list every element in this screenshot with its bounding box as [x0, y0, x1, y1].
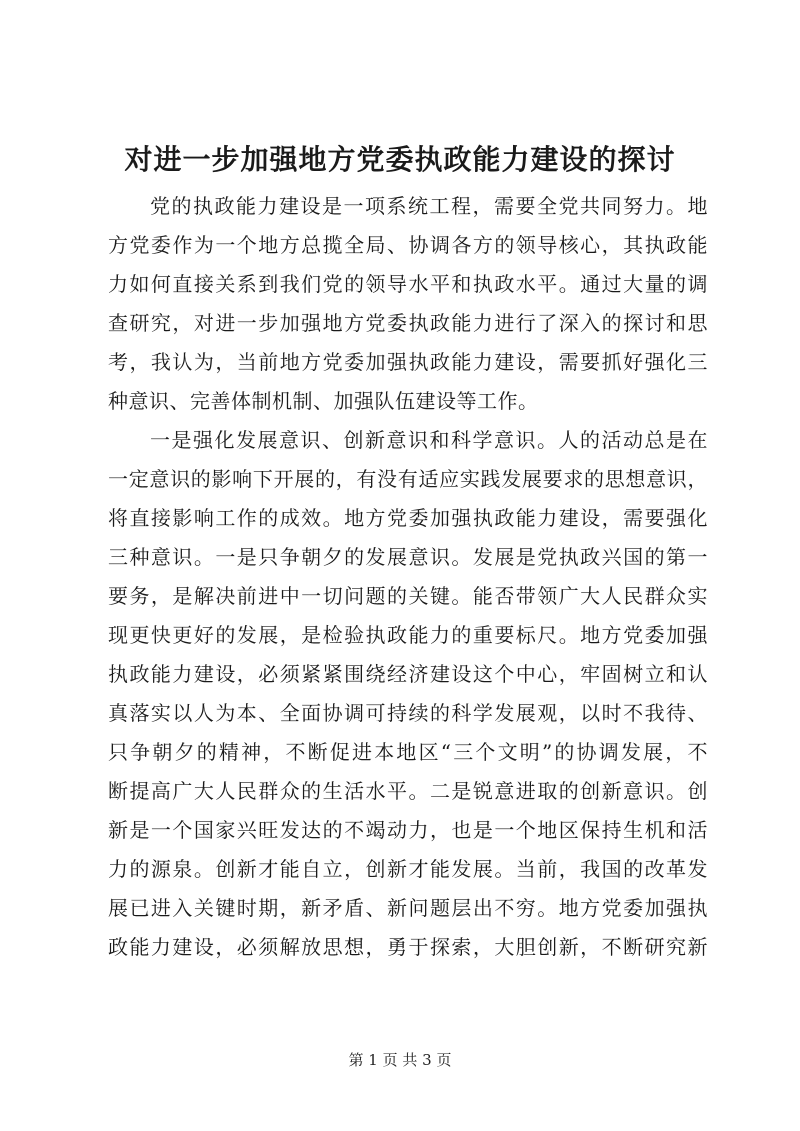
text-line: 党的执政能力建设是一项系统工程，需要全党共同努力。地: [150, 194, 708, 218]
text-line: 一定意识的影响下开展的，有没有适应实践发展要求的思想意识，: [108, 467, 708, 491]
paragraph: [108, 421, 708, 967]
text-line: 查研究，对进一步加强地方党委执政能力进行了深入的探讨和思: [108, 311, 708, 335]
paragraph: [108, 187, 708, 421]
text-line: 断提高广大人民群众的生活水平。二是锐意进取的创新意识。创: [108, 779, 708, 803]
text-line: 力如何直接关系到我们党的领导水平和执政水平。通过大量的调: [108, 272, 708, 296]
text-line: 方党委作为一个地方总揽全局、协调各方的领导核心，其执政能: [108, 233, 708, 257]
text-line: 只争朝夕的精神，不断促进本地区“三个文明”的协调发展，不: [108, 740, 708, 764]
text-line: 考，我认为，当前地方党委加强执政能力建设，需要抓好强化三: [108, 350, 708, 374]
text-line: 将直接影响工作的成效。地方党委加强执政能力建设，需要强化: [108, 506, 708, 530]
text-line: 力的源泉。创新才能自立，创新才能发展。当前，我国的改革发: [108, 857, 708, 881]
text-line: 展已进入关键时期，新矛盾、新问题层出不穷。地方党委加强执: [108, 896, 708, 920]
text-line: 执政能力建设，必须紧紧围绕经济建设这个中心，牢固树立和认: [108, 662, 708, 686]
text-line: 要务，是解决前进中一切问题的关键。能否带领广大人民群众实: [108, 584, 708, 608]
page-footer: 第 1 页 共 3 页: [348, 1051, 452, 1069]
text-line: 现更快更好的发展，是检验执政能力的重要标尺。地方党委加强: [108, 623, 708, 647]
text-line: 政能力建设，必须解放思想，勇于探索，大胆创新，不断研究新: [108, 935, 708, 959]
text-line: 一是强化发展意识、创新意识和科学意识。人的活动总是在: [150, 428, 708, 452]
document-body: [108, 187, 708, 967]
text-line: 真落实以人为本、全面协调可持续的科学发展观，以时不我待、: [108, 701, 708, 725]
text-line: 种意识、完善体制机制、加强队伍建设等工作。: [108, 389, 539, 413]
document-title: 对进一步加强地方党委执政能力建设的探讨: [124, 143, 676, 176]
text-line: 三种意识。一是只争朝夕的发展意识。发展是党执政兴国的第一: [108, 545, 708, 569]
text-line: 新是一个国家兴旺发达的不竭动力，也是一个地区保持生机和活: [108, 818, 708, 842]
